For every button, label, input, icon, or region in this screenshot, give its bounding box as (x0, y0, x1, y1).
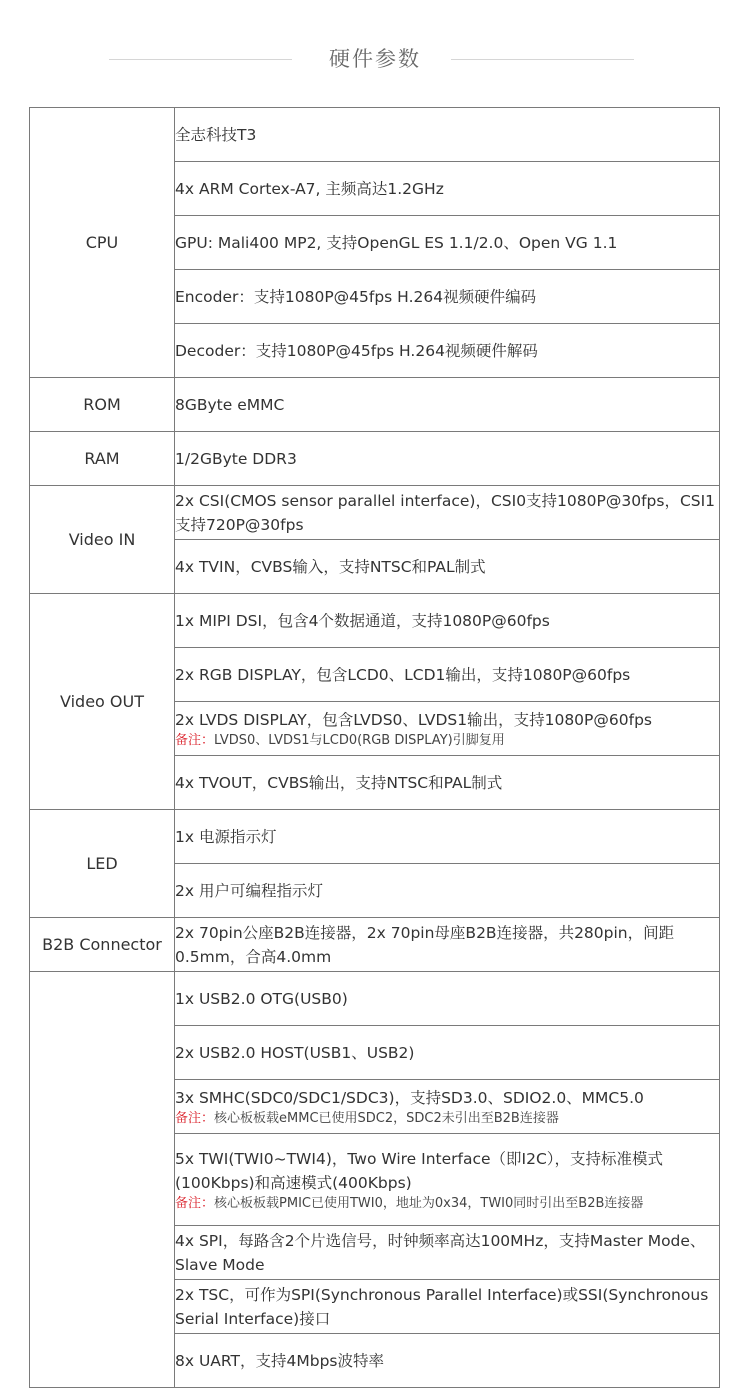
note-text: LVDS0、LVDS1与LCD0(RGB DISPLAY)引脚复用 (214, 732, 505, 748)
spec-value: 1x USB2.0 OTG(USB0) (175, 972, 720, 1026)
spec-value: 4x ARM Cortex-A7, 主频高达1.2GHz (175, 162, 720, 216)
spec-value-with-note (175, 1080, 720, 1134)
table-row (30, 810, 720, 864)
table-row (30, 378, 720, 432)
spec-value: 4x TVOUT，CVBS输出，支持NTSC和PAL制式 (175, 756, 720, 810)
title-divider-right (451, 59, 634, 60)
table-row (30, 108, 720, 162)
spec-value: 8GByte eMMC (175, 378, 720, 432)
spec-value: Encoder：支持1080P@45fps H.264视频硬件编码 (175, 270, 720, 324)
spec-note (175, 732, 719, 750)
table-row (30, 432, 720, 486)
spec-value: 4x TVIN，CVBS输入，支持NTSC和PAL制式 (175, 540, 720, 594)
spec-value: 2x 用户可编程指示灯 (175, 864, 720, 918)
table-row (30, 594, 720, 648)
note-text: 核心板板载eMMC已使用SDC2，SDC2未引出至B2B连接器 (214, 1110, 559, 1126)
spec-text: 2x LVDS DISPLAY，包含LVDS0、LVDS1输出，支持1080P@60fps (175, 710, 652, 729)
spec-value: GPU: Mali400 MP2, 支持OpenGL ES 1.1/2.0、Open VG 1.1 (175, 216, 720, 270)
spec-value: 2x RGB DISPLAY，包含LCD0、LCD1输出，支持1080P@60fps (175, 648, 720, 702)
spec-value: 4x SPI，每路含2个片选信号，时钟频率高达100MHz，支持Master Mode、Slave Mode (175, 1226, 720, 1280)
spec-value: 2x TSC，可作为SPI(Synchronous Parallel Interface)或SSI(Synchronous Serial Interface)接口 (175, 1280, 720, 1334)
spec-note (175, 1195, 719, 1213)
page-title: 硬件参数 (329, 47, 421, 71)
row-label-led: LED (30, 810, 175, 918)
table-row (30, 486, 720, 540)
spec-value: 2x USB2.0 HOST(USB1、USB2) (175, 1026, 720, 1080)
row-label-rom: ROM (30, 378, 175, 432)
spec-value: 全志科技T3 (175, 108, 720, 162)
spec-value: 2x 70pin公座B2B连接器，2x 70pin母座B2B连接器，共280pin，间距0.5mm，合高4.0mm (175, 918, 720, 972)
spec-text: 5x TWI(TWI0~TWI4)，Two Wire Interface（即I2C），支持标准模式(100Kbps)和高速模式(400Kbps) (175, 1149, 664, 1192)
spec-value: 8x UART，支持4Mbps波特率 (175, 1334, 720, 1388)
spec-value: 1x 电源指示灯 (175, 810, 720, 864)
row-label-b2b-connector: B2B Connector (30, 918, 175, 972)
note-label: 备注： (175, 1110, 215, 1126)
row-label-video-in: Video IN (30, 486, 175, 594)
spec-value: 1/2GByte DDR3 (175, 432, 720, 486)
table-row (30, 972, 720, 1026)
hardware-spec-table (29, 107, 720, 1388)
spec-note (175, 1110, 719, 1128)
spec-value: Decoder：支持1080P@45fps H.264视频硬件解码 (175, 324, 720, 378)
row-label-ram: RAM (30, 432, 175, 486)
spec-value: 2x CSI(CMOS sensor parallel interface)，CSI0支持1080P@30fps，CSI1支持720P@30fps (175, 486, 720, 540)
spec-value-with-note (175, 1134, 720, 1226)
page-header (0, 0, 750, 107)
row-label-video-out: Video OUT (30, 594, 175, 810)
note-text: 核心板板载PMIC已使用TWI0，地址为0x34，TWI0同时引出至B2B连接器 (214, 1195, 644, 1211)
note-label: 备注： (175, 1195, 215, 1211)
table-row (30, 918, 720, 972)
spec-value-with-note (175, 702, 720, 756)
spec-text: 3x SMHC(SDC0/SDC1/SDC3)，支持SD3.0、SDIO2.0、MMC5.0 (175, 1088, 644, 1107)
row-label-cpu: CPU (30, 108, 175, 378)
row-label-interfaces (30, 972, 175, 1388)
spec-value: 1x MIPI DSI，包含4个数据通道，支持1080P@60fps (175, 594, 720, 648)
note-label: 备注： (175, 732, 215, 748)
